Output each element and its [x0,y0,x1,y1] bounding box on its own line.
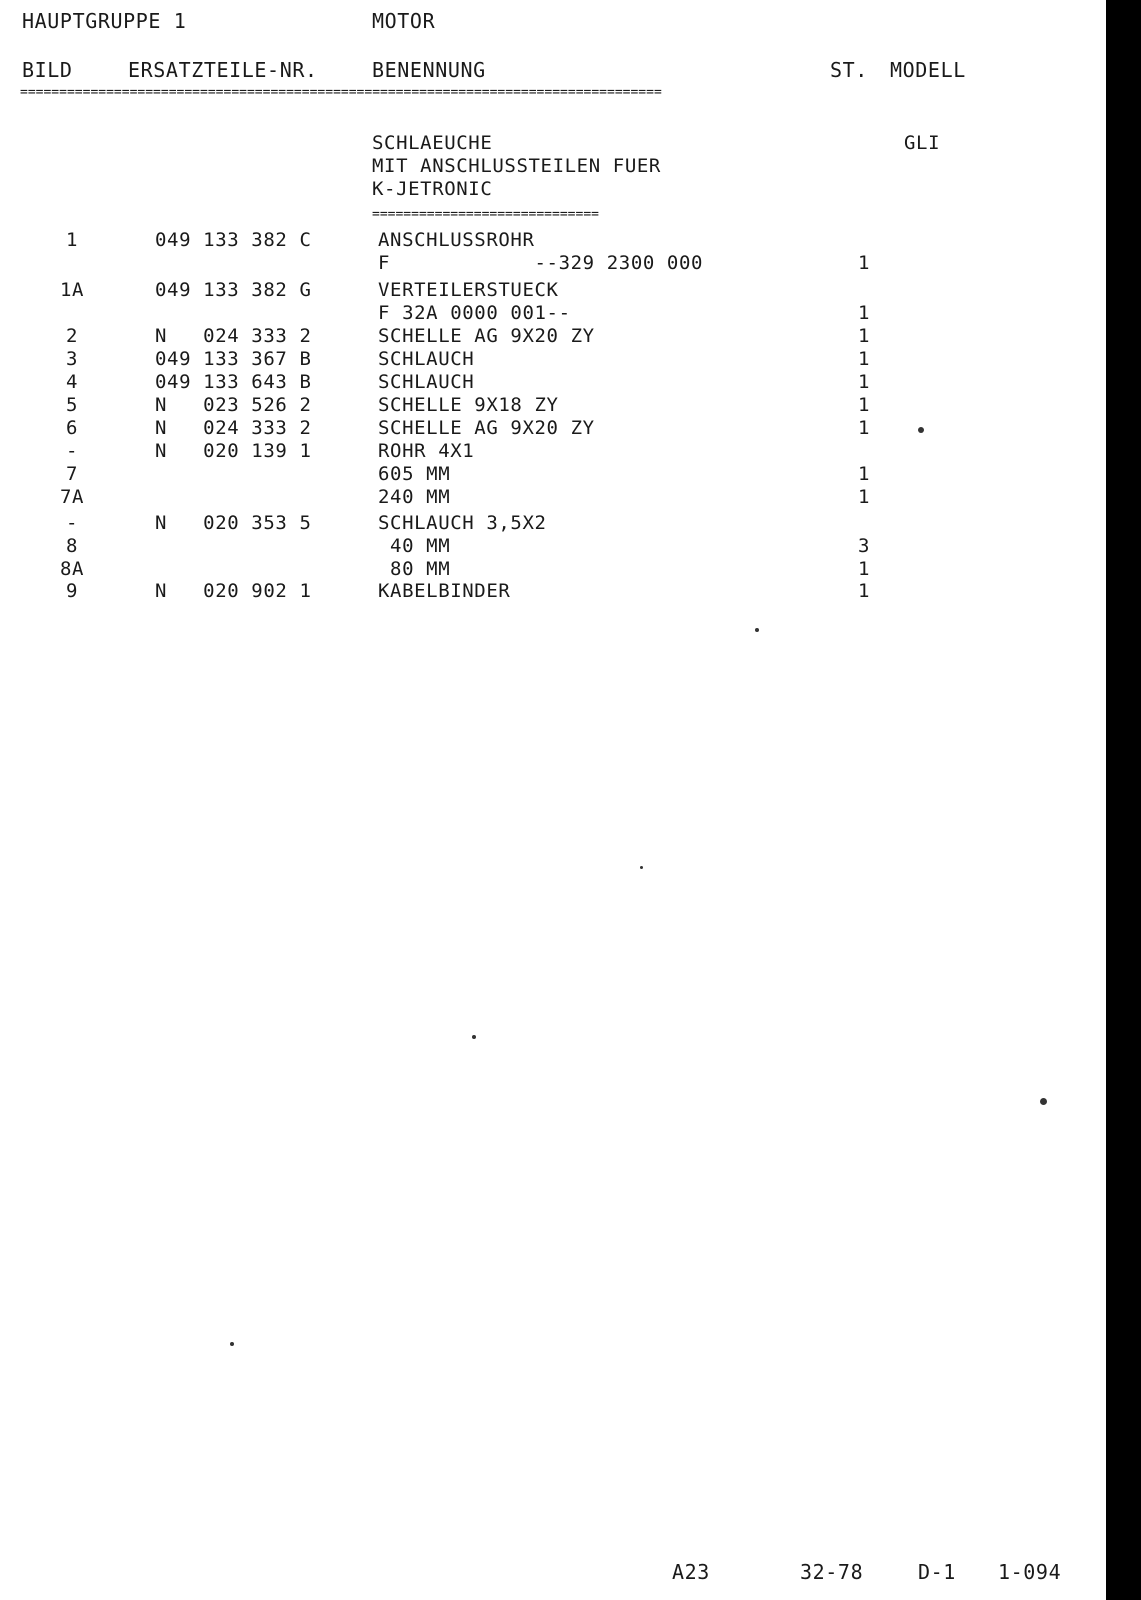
row-part-number: N 020 353 5 [155,512,312,534]
row-part-number: 049 133 382 C [155,229,312,251]
row-benennung: 605 MM [378,463,451,485]
scan-speck [230,1342,234,1346]
row-benennung: F --329 2300 000 [378,252,704,274]
row-benennung: 40 MM [378,535,451,557]
row-bild: 8A [59,558,85,580]
section-modell: GLI [904,132,941,154]
scan-speck [640,866,643,869]
hauptgruppe-label: HAUPTGRUPPE 1 [22,9,187,33]
section-title-line-2: MIT ANSCHLUSSTEILEN FUER [372,155,661,177]
row-bild: 8 [65,535,79,557]
row-benennung: SCHLAUCH [378,371,475,393]
scan-edge-shadow [1106,0,1141,1600]
row-stueckzahl: 1 [858,252,871,274]
row-stueckzahl: 1 [858,558,871,580]
row-part-number: N 024 333 2 [155,417,312,439]
row-part-number: 049 133 367 B [155,348,312,370]
row-part-number: 049 133 382 G [155,279,312,301]
row-stueckzahl: 1 [858,417,871,439]
row-bild: 5 [65,394,79,416]
row-benennung: ANSCHLUSSROHR [378,229,535,251]
row-benennung: 80 MM [378,558,451,580]
row-bild: - [65,512,79,534]
row-benennung: 240 MM [378,486,451,508]
row-part-number: N 024 333 2 [155,325,312,347]
row-stueckzahl: 1 [858,463,871,485]
footer-code-a: A23 [672,1560,710,1584]
header-double-rule: ================================================================================== [20,86,662,100]
footer-code-b: 32-78 [800,1560,864,1584]
row-benennung: KABELBINDER [378,580,511,602]
row-stueckzahl: 1 [858,302,871,324]
section-title-line-1: SCHLAEUCHE [372,132,493,154]
row-stueckzahl: 1 [858,394,871,416]
gruppe-name: MOTOR [372,9,436,33]
footer-code-c: D-1 [918,1560,956,1584]
row-part-number: 049 133 643 B [155,371,312,393]
row-stueckzahl: 1 [858,580,871,602]
row-bild: 1A [59,279,85,301]
row-benennung: SCHLAUCH [378,348,475,370]
row-stueckzahl: 3 [858,535,871,557]
scan-speck [918,427,924,433]
row-bild: - [65,440,79,462]
row-benennung: SCHELLE AG 9X20 ZY [378,417,595,439]
row-bild: 3 [65,348,79,370]
row-bild: 2 [65,325,79,347]
row-stueckzahl: 1 [858,486,871,508]
row-benennung: SCHELLE 9X18 ZY [378,394,559,416]
section-underline: ============================= [372,208,599,222]
row-part-number: N 020 139 1 [155,440,312,462]
row-part-number: N 023 526 2 [155,394,312,416]
row-benennung: F 32A 0000 001-- [378,302,571,324]
col-header-modell: MODELL [890,58,966,82]
row-bild: 4 [65,371,79,393]
row-bild: 7 [65,463,79,485]
scan-speck [1040,1098,1047,1105]
row-bild: 7A [59,486,85,508]
row-bild: 6 [65,417,79,439]
col-header-bild: BILD [22,58,73,82]
row-stueckzahl: 1 [858,325,871,347]
col-header-benennung: BENENNUNG [372,58,486,82]
row-part-number: N 020 902 1 [155,580,312,602]
col-header-ersatzteil-nr: ERSATZTEILE-NR. [128,58,318,82]
scan-speck [472,1035,476,1039]
row-benennung: VERTEILERSTUECK [378,279,559,301]
row-bild: 9 [65,580,79,602]
footer-code-d: 1-094 [998,1560,1062,1584]
row-benennung: SCHELLE AG 9X20 ZY [378,325,595,347]
col-header-st: ST. [830,58,868,82]
scan-speck [755,628,759,632]
row-stueckzahl: 1 [858,371,871,393]
row-bild: 1 [65,229,79,251]
row-stueckzahl: 1 [858,348,871,370]
section-title-line-3: K-JETRONIC [372,178,493,200]
row-benennung: ROHR 4X1 [378,440,475,462]
row-benennung: SCHLAUCH 3,5X2 [378,512,547,534]
